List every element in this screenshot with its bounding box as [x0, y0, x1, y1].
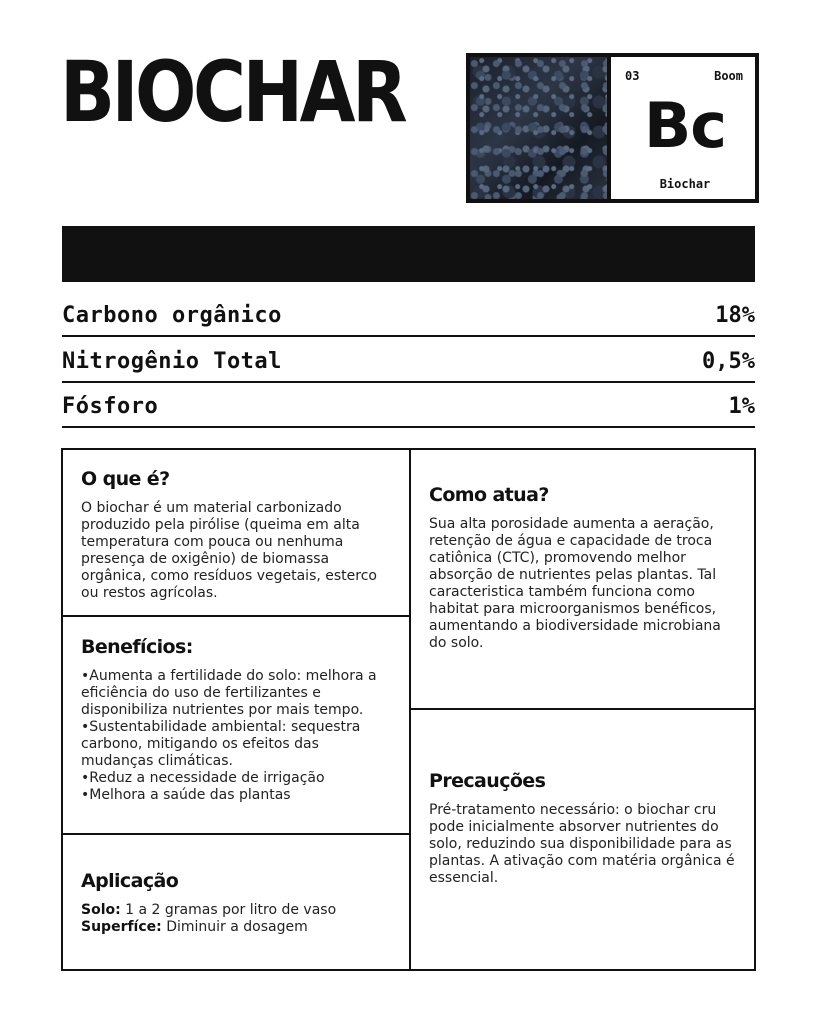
element-name: Biochar [659, 177, 711, 191]
element-tile [615, 57, 755, 199]
nutrient-row-phosphorus [62, 382, 755, 428]
element-symbol: Bc [643, 89, 726, 162]
section-what-is [63, 468, 409, 602]
section-text: Pré-tratamento necessário: o biochar cru pode inicialmente absorver nutrientes do solo, reduzindo sua disponibilidade para as plantas. A ativação com matéria orgânica é essencial. [429, 802, 735, 886]
list-item: • Melhora a saúde das plantas [81, 787, 391, 804]
section-how-it-works [411, 484, 756, 652]
surface-label: Superfíce: [81, 919, 162, 935]
nutrient-name: Nitrogênio Total [62, 349, 282, 374]
page-title: BIOCHAR [60, 43, 405, 141]
element-number: 03 [625, 69, 640, 83]
periodic-element-card [466, 53, 759, 203]
section-title: Benefícios: [81, 636, 193, 658]
section-title: Precauções [429, 770, 546, 792]
list-item: • Aumenta a fertilidade do solo: melhora a eficiência do uso de fertilizantes e disponibiliza nutrientes por mais tempo. [81, 668, 391, 719]
section-text: Sua alta porosidade aumenta a aeração, retenção de água e capacidade de troca catiônica (CTC), promovendo melhor absorção de nutrientes pelas plantas. Tal caracteristica também funciona como habitat para microorganismos benéficos, aumentando a biodiversidade microbiana do solo. [429, 516, 721, 651]
section-title: Aplicação [81, 870, 179, 892]
section-text: O biochar é um material carbonizado produzido pela pirólise (queima em alta temperatura com pouca ou nenhuma presença de oxigênio) de biomassa orgânica, como resíduos vegetais, esterco ou restos agrícolas. [81, 500, 377, 601]
nutrient-row-nitrogen [62, 337, 755, 383]
section-precautions [411, 770, 756, 887]
charcoal-photo-icon [470, 57, 611, 199]
nutrient-name: Carbono orgânico [62, 303, 282, 328]
nutrient-value: 0,5% [702, 349, 755, 374]
nutrient-value: 1% [728, 394, 755, 419]
section-title: Como atua? [429, 484, 549, 506]
black-banner [62, 226, 755, 282]
element-name-top: Boom [714, 69, 743, 83]
section-benefits [63, 636, 409, 804]
nutrient-name: Fósforo [62, 394, 159, 419]
list-item: • Reduz a necessidade de irrigação [81, 770, 391, 787]
info-grid [61, 448, 756, 971]
list-item: • Sustentabilidade ambiental: sequestra carbono, mitigando os efeitos das mudanças climáticas. [81, 719, 391, 770]
grid-divider [63, 833, 409, 835]
grid-divider [63, 615, 409, 617]
application-soil [81, 902, 391, 919]
soil-label: Solo: [81, 902, 121, 918]
grid-divider [411, 708, 756, 710]
surface-text: Diminuir a dosagem [161, 919, 308, 935]
application-surface [81, 919, 391, 936]
nutrient-value: 18% [715, 303, 755, 328]
nutrient-row-carbon [62, 291, 755, 337]
soil-text: 1 a 2 gramas por litro de vaso [120, 902, 337, 918]
section-application [63, 870, 409, 936]
section-title: O que é? [81, 468, 170, 490]
benefits-list [81, 668, 391, 804]
